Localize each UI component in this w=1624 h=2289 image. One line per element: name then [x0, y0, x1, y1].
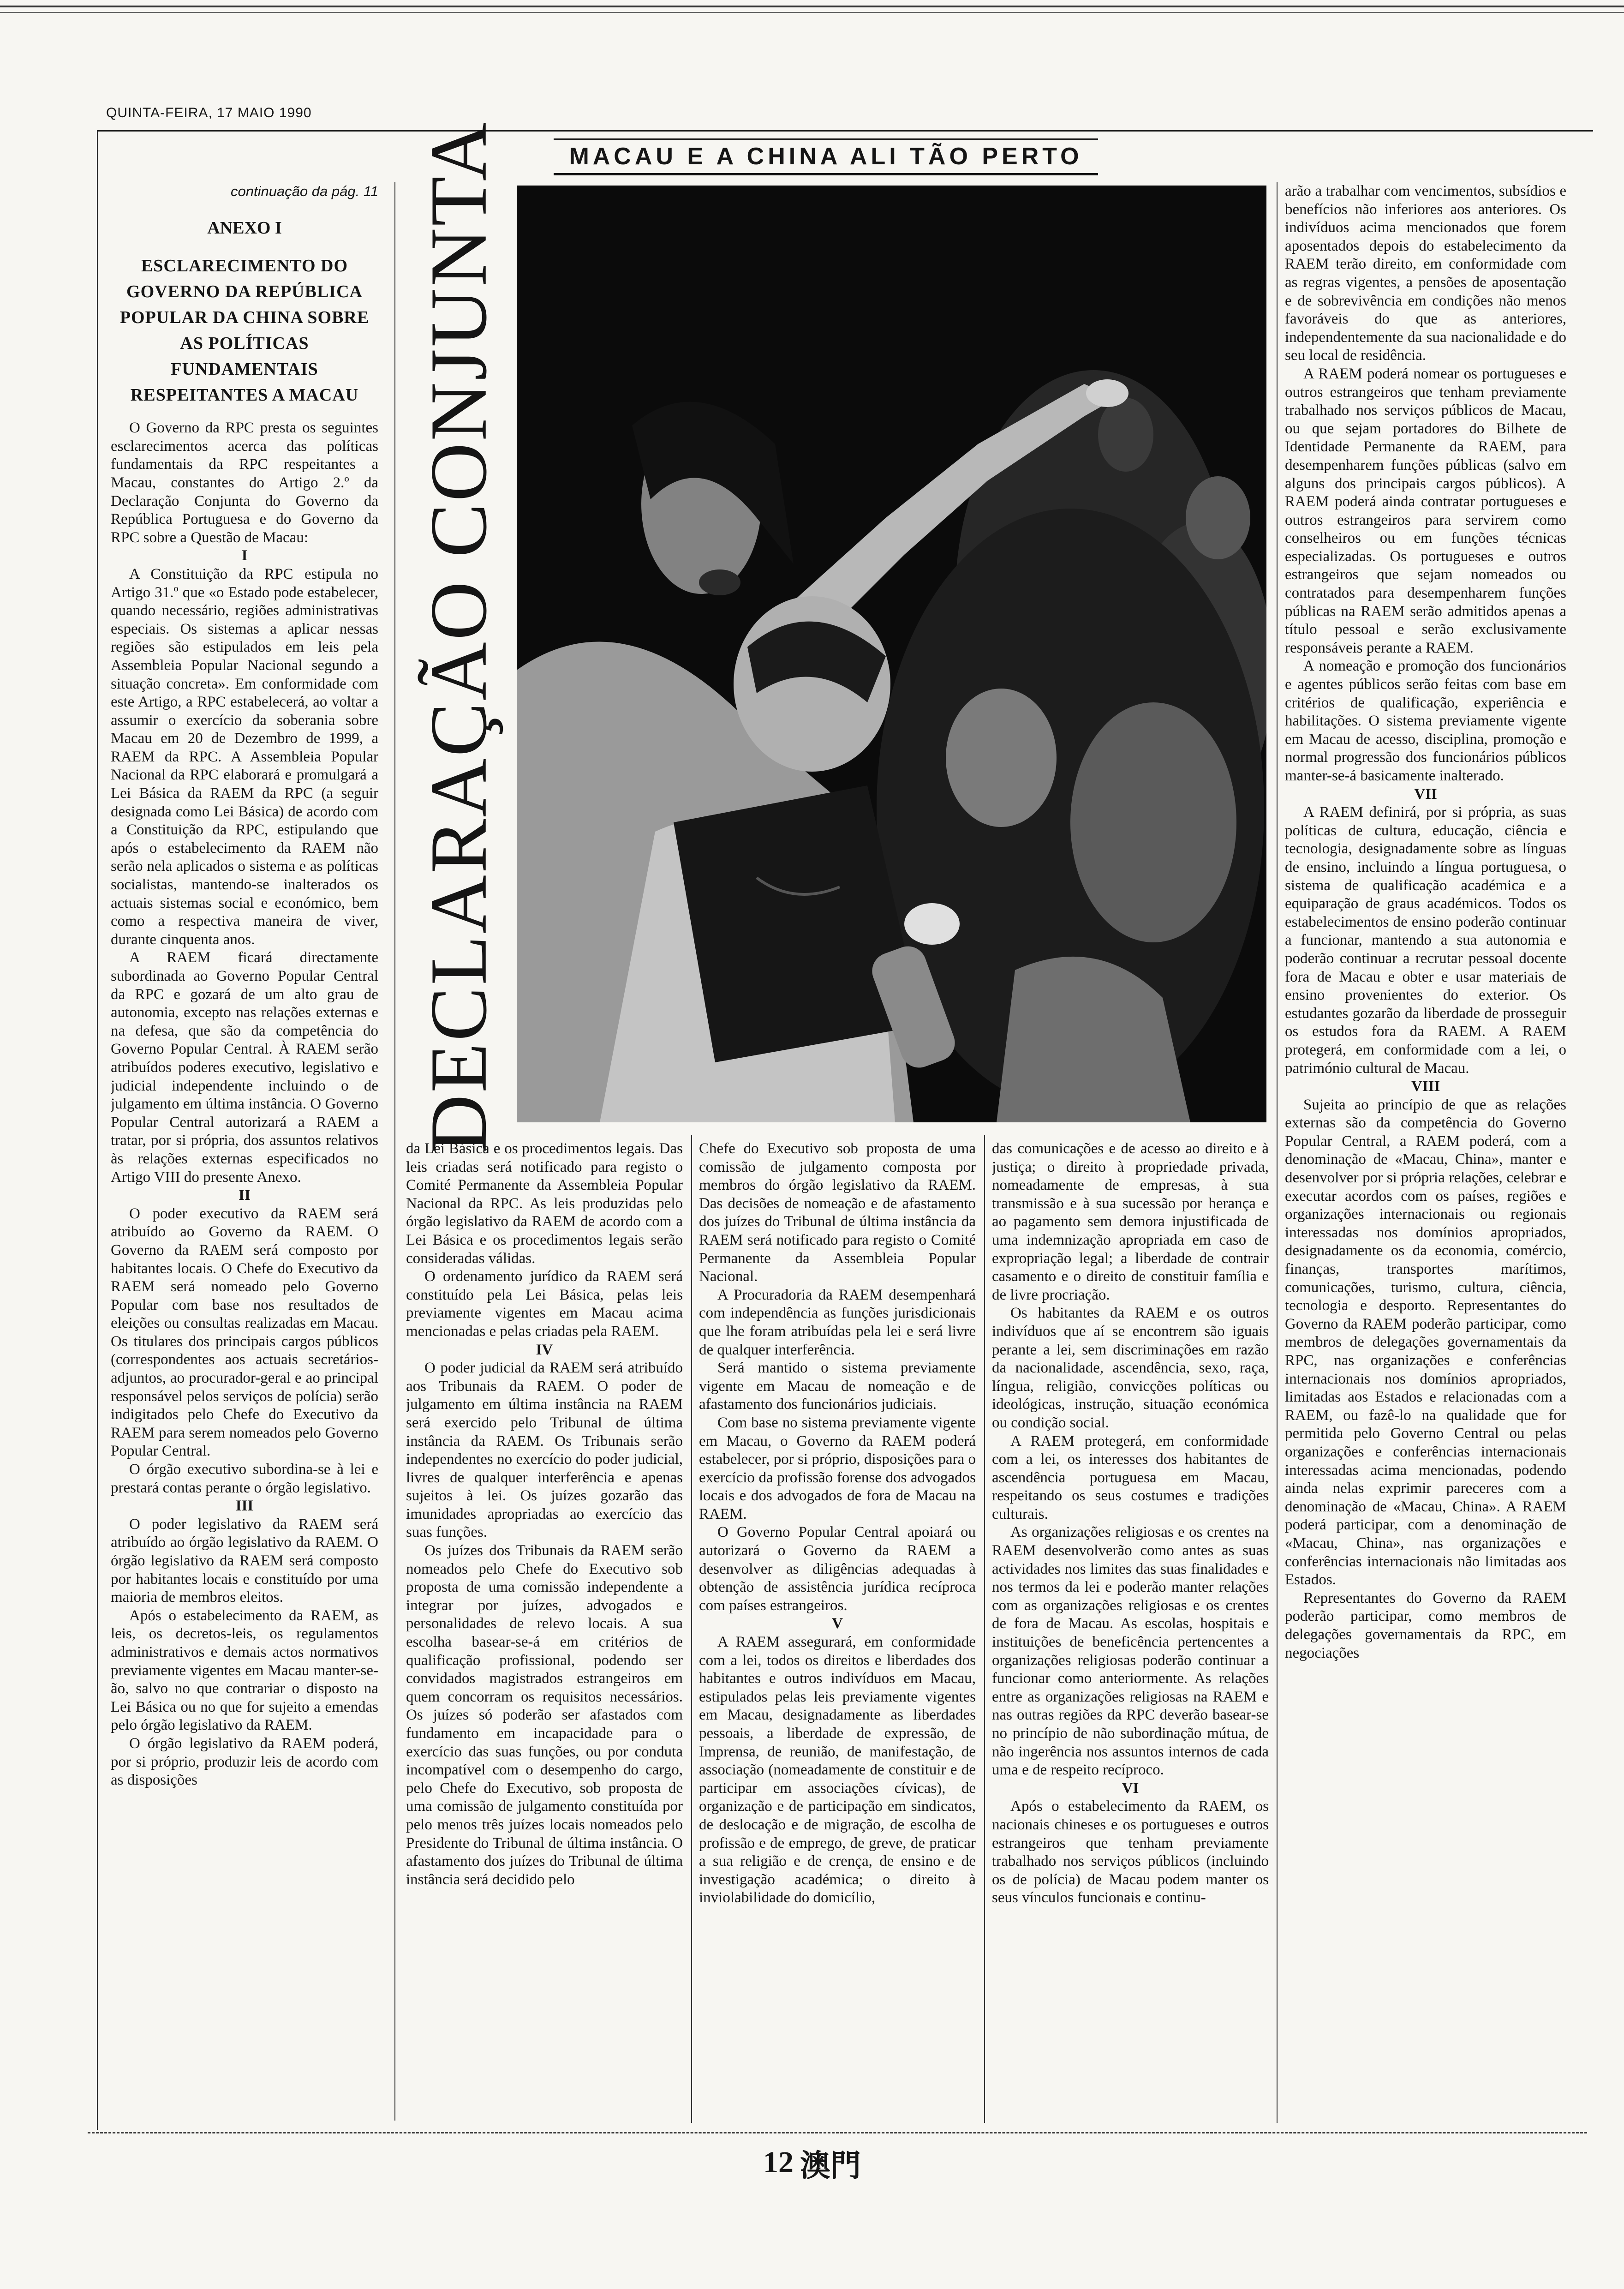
section-numeral: VII [1414, 785, 1437, 803]
section-numeral: VIII [1411, 1078, 1440, 1095]
column-2 [406, 1140, 683, 2123]
paragraph: Após o estabelecimento da RAEM, as leis, os decretos-leis, os regulamentos administrativos e demais actos normativos previamente vigentes em Macau manter-se-ão, salvo no que contrariar o disposto na Lei Básica ou no que for sujeito a emendas pelo órgão legislativo da RAEM. [111, 1607, 378, 1734]
photo-crowd-illustration [517, 186, 1266, 1122]
paragraph: O poder judicial da RAEM será atribuído aos Tribunais da RAEM. O poder de julgamento em última instância na RAEM será exercido pelo Tribunal de última instância da RAEM. Os Tribunais serão independentes no exercício do poder judicial, livres de qualquer interferência e apenas sujeitos à lei. Os juízes gozarão das imunidades apropriadas ao exercício das suas funções. [406, 1360, 683, 1541]
paragraph: A nomeação e promoção dos funcionários e agentes públicos serão feitas com base em critérios de qualificação, experiência e habilitações. O sistema previamente vigente em Macau de acesso, disciplina, promoção e normal progressão dos funcionários públicos manter-se-á basicamente inalterado. [1285, 658, 1566, 784]
paragraph: A RAEM ficará directamente subordinada ao Governo Popular Central da RPC e gozará de um alto grau de autonomia, excepto nas relações externas e na defesa, que são da competência do Governo Popular Central. À RAEM serão atribuídos poderes executivo, legislativo e judicial independente incluindo o de julgamento em última instância. O Governo Popular Central autorizará a RAEM a tratar, por si própria, dos assuntos relativos às relações externas especificados no Artigo VIII do presente Anexo. [111, 949, 378, 1186]
paragraph: Representantes do Governo da RAEM poderão participar, como membros de delegações governamentais da RPC, em negociações [1285, 1589, 1566, 1661]
publication-logo: 澳門 [800, 2149, 861, 2183]
paragraph: da Lei Básica e os procedimentos legais. Das leis criadas será notificado para registo o Comité Permanente da Assembleia Popular Nacional da RPC. As leis produzidas pelo órgão legislativo da RAEM de acordo com a Lei Básica e os procedimentos legais serão consideradas válidas. [406, 1140, 683, 1267]
section-numeral: I [241, 547, 248, 564]
paragraph: O órgão executivo subordina-se à lei e prestará contas perante o órgão legislativo. [111, 1461, 378, 1496]
column-rule [1277, 182, 1278, 2123]
page-number: 12 [763, 2145, 794, 2179]
column-rule [691, 1135, 692, 2123]
section-numeral: III [235, 1498, 254, 1515]
column-1 [111, 182, 378, 2121]
paragraph: O Governo Popular Central apoiará ou autorizará o Governo da RAEM a desenvolver as diligências adequadas à obtenção de assistência jurídica recíproca com países estrangeiros. [699, 1524, 976, 1614]
page-footer [738, 2139, 886, 2186]
section-numeral: IV [536, 1341, 553, 1358]
paragraph: O Governo da RPC presta os seguintes esclarecimentos acerca das políticas fundamentais da RPC respeitantes a Macau, constantes do Artigo 2.º da Declaração Conjunta do Governo da República Portuguesa e do Governo da RPC sobre a Questão de Macau: [111, 419, 378, 546]
paragraph: A RAEM assegurará, em conformidade com a lei, todos os direitos e liberdades dos habitantes e outros indivíduos em Macau, estipulados pelas leis previamente vigentes em Macau, designadamente as liberdades pessoais, a liberdade de expressão, de Imprensa, de reunião, de manifestação, de associação (nomeadamente de constituir e de participar em associações cívicas), de organização e de participação em sindicatos, de deslocação e de migração, de escolha de profissão e de emprego, de greve, de praticar a sua religião e de crença, de ensino e de investigação académica; o direito à inviolabilidade do domicílio, [699, 1634, 976, 1906]
column-5 [1285, 182, 1566, 2123]
paragraph: As organizações religiosas e os crentes na RAEM desenvolverão como antes as suas actividades nos limites das suas finalidades e nos termos da lei e poderão manter relações com as organizações religiosas e os crentes de fora de Macau. As escolas, hospitais e instituições de beneficência pertencentes a organizações religiosas poderão continuar a funcionar como anteriormente. As relações entre as organizações religiosas na RAEM e nas outras regiões da RPC deverão basear-se no princípio de não subordinação mútua, de não ingerência nos assuntos internos de cada uma e de respeito recíproco. [992, 1524, 1269, 1779]
annex-heading: ANEXO I [207, 218, 282, 238]
paragraph: O poder legislativo da RAEM será atribuído ao órgão legislativo da RAEM. O órgão legislativo da RAEM será composto por habitantes locais e constituído por uma maioria de membros eleitos. [111, 1516, 378, 1606]
column-rule [984, 1135, 985, 2123]
paragraph: O ordenamento jurídico da RAEM será constituído pela Lei Básica, pelas leis previamente vigentes em Macau acima mencionadas e pelas criadas pela RAEM. [406, 1268, 683, 1340]
news-photo-crowd [517, 186, 1266, 1122]
paragraph: A RAEM poderá nomear os portugueses e outros estrangeiros que tenham previamente trabalhado nos serviços públicos de Macau, ou que sejam portadores do Bilhete de Identidade Permanente da RAEM, para desempenharem funções públicas (salvo em alguns dos principais cargos públicos). A RAEM poderá ainda contratar portugueses e outros estrangeiros para servirem como conselheiros ou em funções técnicas especializadas. Os portugueses e outros estrangeiros que sejam nomeados ou contratados para desempenharem funções públicas na RAEM serão admitidos apenas a título pessoal e serão exclusivamente responsáveis perante a RAEM. [1285, 365, 1566, 656]
paragraph: Os juízes dos Tribunais da RAEM serão nomeados pelo Chefe do Executivo sob proposta de uma comissão independente a integrar por juízes, advogados e personalidades de relevo locais. A sua escolha basear-se-á em critérios de qualificação profissional, podendo ser convidados magistrados estrangeiros em quem concorram os requisitos necessários. Os juízes só poderão ser afastados com fundamento em incapacidade para o exercício das suas funções, ou por conduta incompatível com o desempenho do cargo, pelo Chefe do Executivo, sob proposta de uma comissão de julgamento constituída por pelo menos três juízes locais nomeados pelo Presidente do Tribunal de última instância. O afastamento dos juízes do Tribunal de última instância será decidido pelo [406, 1542, 683, 1888]
top-border-rule [0, 6, 1624, 13]
bottom-rule [88, 2132, 1587, 2133]
column-3 [699, 1140, 976, 2123]
paragraph: A Constituição da RPC estipula no Artigo 31.º que «o Estado pode estabelecer, quando necessário, regiões administrativas especiais. Os sistemas a aplicar nessas regiões são estipulados em leis pela Assembleia Popular Nacional segundo a situação concreta». Em conformidade com este Artigo, a RPC estabelecerá, ao voltar a assumir o exercício da soberania sobre Macau em 20 de Dezembro de 1999, a RAEM da RPC. A Assembleia Popular Nacional da RPC elaborará e promulgará a Lei Básica da RAEM da RPC (a seguir designada como Lei Básica) de acordo com a Constituição da RPC, estipulando que após o estabelecimento da RAEM não serão nela aplicados o sistema e as políticas socialistas, mantendo-se inalterados os actuais sistemas social e económico, bem como a respectiva maneira de viver, durante cinquenta anos. [111, 565, 378, 948]
section-title: MACAU E A CHINA ALI TÃO PERTO [554, 138, 1098, 175]
vertical-headline-text: DECLARAÇÃO CONJUNTA [414, 120, 504, 1153]
paragraph: Chefe do Executivo sob proposta de uma comissão de julgamento composta por membros do órgão legislativo da RAEM. Das decisões de nomeação e de afastamento dos juízes do Tribunal de última instância da RAEM será notificado para registo o Comité Permanente da Assembleia Popular Nacional. [699, 1140, 976, 1285]
annex-subheading: ESCLARECIMENTO DO GOVERNO DA REPÚBLICA POPULAR DA CHINA SOBRE AS POLÍTICAS FUNDAMENTAIS RESPEITANTES A MACAU [119, 256, 370, 405]
section-numeral: VI [1122, 1780, 1139, 1797]
paragraph: das comunicações e de acesso ao direito e à justiça; o direito à propriedade privada, nomeadamente de empresas, à sua transmissão e à sua sucessão por herança e ao pagamento sem demora injustificada de uma indemnização apropriada em caso de expropriação legal; a liberdade de contrair casamento e o direito de constituir família e de livre procriação. [992, 1140, 1269, 1303]
paragraph: Sujeita ao princípio de que as relações externas são da competência do Governo Popular Central, a RAEM poderá, com a denominação de «Macau, China», manter e desenvolver por si própria relações, celebrar e executar acordos com os países, regiões e organizações internacionais ou regionais interessadas nos domínios apropriados, designadamente os da economia, comércio, finanças, transportes marítimos, comunicações, turismo, cultura, ciência, tecnologia e desporto. Representantes do Governo da RAEM poderão participar, como membros de delegações governamentais da RPC, nas organizações e conferências internacionais nos domínios apropriados, limitadas aos Estados e relacionadas com a RAEM, ou fazê-lo na qualidade que for permitida pelo Governo Central ou pelas organizações e conferências internacionais interessadas acima mencionadas, podendo ainda nelas exprimir pareceres com a denominação de «Macau, China». A RAEM poderá participar, com a denominação de «Macau, China», nas organizações e conferências internacionais não limitadas aos Estados. [1285, 1096, 1566, 1588]
column-rule [394, 182, 395, 2121]
column-4 [992, 1140, 1269, 2123]
page-dateline: QUINTA-FEIRA, 17 MAIO 1990 [106, 105, 312, 120]
paragraph: O órgão legislativo da RAEM poderá, por si próprio, produzir leis de acordo com as disposições [111, 1735, 378, 1789]
paragraph: Os habitantes da RAEM e os outros indivíduos que aí se encontrem são iguais perante a lei, sem discriminações em razão da nacionalidade, ascendência, sexo, raça, língua, religião, convicções políticas ou ideológicas, instrução, situação económica ou condição social. [992, 1305, 1269, 1431]
continuation-note: continuação da pág. 11 [230, 183, 378, 199]
section-numeral: II [239, 1187, 251, 1204]
paragraph: Será mantido o sistema previamente vigente em Macau de nomeação e de afastamento dos funcionários judiciais. [699, 1360, 976, 1413]
paragraph: O poder executivo da RAEM será atribuído ao Governo da RAEM. O Governo da RAEM será composto por habitantes locais. O Chefe do Executivo da RAEM será nomeado pelo Governo Popular com base nos resultados de eleições ou consultas realizadas em Macau. Os titulares dos principais cargos públicos (correspondentes aos actuais secretários-adjuntos, ao procurador-geral e ao principal responsável pelos serviços de polícia) serão indigitados pelo Chefe do Executivo da RAEM para serem nomeados pelo Governo Popular Central. [111, 1205, 378, 1460]
paragraph: A Procuradoria da RAEM desempenhará com independência as funções jurisdicionais que lhe foram atribuídas pela lei e será livre de qualquer interferência. [699, 1286, 976, 1358]
paragraph: A RAEM definirá, por si própria, as suas políticas de cultura, educação, ciência e tecnologia, designadamente sobre as línguas de ensino, incluindo a língua portuguesa, o sistema de qualificação académica e a equiparação de graus académicos. Todos os estabelecimentos de ensino poderão continuar a funcionar, mantendo a sua autonomia e poderão continuar a recrutar pessoal docente fora de Macau e obter e usar materiais de ensino provenientes do exterior. Os estudantes gozarão da liberdade de prosseguir os estudos fora da RAEM. A RAEM protegerá, em conformidade com a lei, o património cultural de Macau. [1285, 804, 1566, 1077]
vertical-headline [406, 120, 512, 1153]
section-numeral: V [832, 1615, 843, 1632]
paragraph: A RAEM protegerá, em conformidade com a lei, os interesses dos habitantes de ascendência portuguesa em Macau, respeitando os seus costumes e tradições culturais. [992, 1432, 1269, 1522]
paragraph: Com base no sistema previamente vigente em Macau, o Governo da RAEM poderá estabelecer, por si próprio, disposições para o exercício da profissão forense dos advogados locais e dos advogados de fora de Macau na RAEM. [699, 1414, 976, 1522]
paragraph: arão a trabalhar com vencimentos, subsídios e benefícios não inferiores aos anteriores. Os indivíduos acima mencionados que forem aposentados depois do estabelecimento da RAEM terão direito, em conformidade com as regras vigentes, a pensões de aposentação e de sobrevivência em condições não menos favoráveis do que as anteriores, independentemente da sua nacionalidade e do seu local de residência. [1285, 183, 1566, 364]
paragraph: Após o estabelecimento da RAEM, os nacionais chineses e os portugueses e outros estrangeiros que tenham previamente trabalhado nos serviços públicos (incluindo os de polícia) de Macau podem manter os seus vínculos funcionais e continu- [992, 1798, 1269, 1906]
